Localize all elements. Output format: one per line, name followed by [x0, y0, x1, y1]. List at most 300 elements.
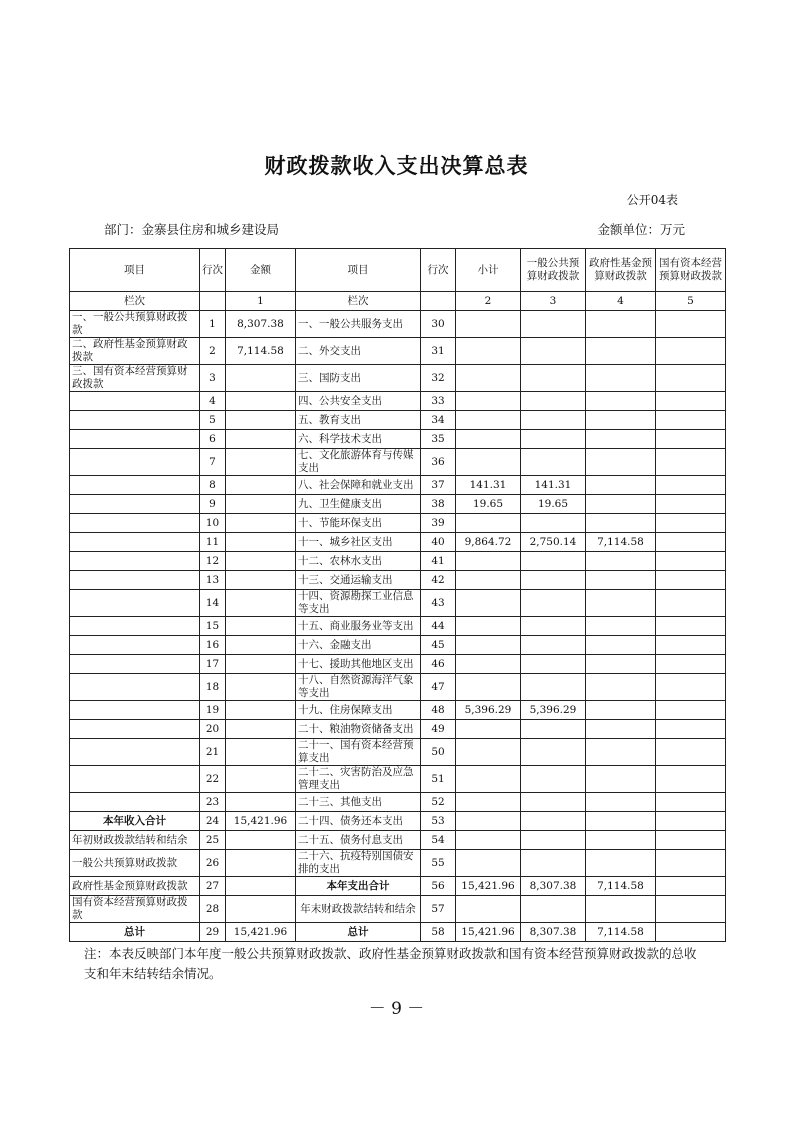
right-row-no-cell: 50 [421, 739, 456, 766]
fund-budget-cell [586, 655, 656, 674]
subtotal-cell [456, 449, 521, 476]
general-budget-cell [521, 850, 586, 877]
right-item-cell: 十九、住房保障支出 [296, 701, 421, 720]
table-row [70, 476, 726, 495]
left-item-cell [70, 720, 200, 739]
state-capital-cell [656, 392, 726, 411]
general-budget-cell [521, 812, 586, 831]
left-item-cell [70, 430, 200, 449]
left-row-no-cell: 15 [200, 617, 226, 636]
general-budget-cell [521, 430, 586, 449]
right-item-cell: 二、外交支出 [296, 338, 421, 365]
general-budget-cell [521, 449, 586, 476]
amount-cell [226, 571, 296, 590]
table-row [70, 655, 726, 674]
left-item-cell [70, 411, 200, 430]
subtotal-cell [456, 311, 521, 338]
header-state-capital-budget: 国有资本经营预算财政拨款 [656, 249, 726, 292]
amount-cell [226, 476, 296, 495]
amount-cell [226, 430, 296, 449]
left-row-no-cell: 7 [200, 449, 226, 476]
subtotal-cell [456, 636, 521, 655]
subtotal-cell [456, 392, 521, 411]
left-item-cell [70, 655, 200, 674]
left-item-cell [70, 739, 200, 766]
left-item-cell: 国有资本经营预算财政拨款 [70, 896, 200, 923]
general-budget-cell [521, 655, 586, 674]
amount-cell [226, 514, 296, 533]
fund-budget-cell [586, 495, 656, 514]
right-item-cell: 十一、城乡社区支出 [296, 533, 421, 552]
left-row-no-cell: 4 [200, 392, 226, 411]
header-subtotal: 小计 [456, 249, 521, 292]
amount-cell [226, 655, 296, 674]
general-budget-cell [521, 831, 586, 850]
fund-budget-cell [586, 720, 656, 739]
table-row [70, 720, 726, 739]
right-row-no-cell: 51 [421, 766, 456, 793]
general-budget-cell [521, 739, 586, 766]
general-budget-cell [521, 365, 586, 392]
general-budget-cell [521, 896, 586, 923]
right-item-cell: 本年支出合计 [296, 877, 421, 896]
left-item-cell: 政府性基金预算财政拨款 [70, 877, 200, 896]
left-row-no-cell: 3 [200, 365, 226, 392]
right-item-cell: 六、科学技术支出 [296, 430, 421, 449]
header-fund-budget: 政府性基金预算财政拨款 [586, 249, 656, 292]
fund-budget-cell [586, 338, 656, 365]
header-general-budget: 一般公共预算财政拨款 [521, 249, 586, 292]
left-row-no-cell: 12 [200, 552, 226, 571]
amount-cell [226, 533, 296, 552]
right-row-no-cell: 33 [421, 392, 456, 411]
state-capital-cell [656, 571, 726, 590]
right-row-no-cell: 57 [421, 896, 456, 923]
state-capital-cell [656, 590, 726, 617]
left-item-cell [70, 476, 200, 495]
amount-cell [226, 617, 296, 636]
table-row [70, 617, 726, 636]
right-item-cell: 十七、援助其他地区支出 [296, 655, 421, 674]
subtotal-cell [456, 617, 521, 636]
fund-budget-cell [586, 617, 656, 636]
empty-cell [421, 292, 456, 311]
subtotal-cell [456, 831, 521, 850]
state-capital-cell [656, 739, 726, 766]
fund-budget-cell: 7,114.58 [586, 877, 656, 896]
state-capital-cell [656, 495, 726, 514]
state-capital-cell [656, 411, 726, 430]
subtotal-cell [456, 739, 521, 766]
column-number: 4 [586, 292, 656, 311]
table-row [70, 533, 726, 552]
right-row-no-cell: 36 [421, 449, 456, 476]
right-row-no-cell: 56 [421, 877, 456, 896]
right-row-no-cell: 30 [421, 311, 456, 338]
left-item-cell [70, 392, 200, 411]
right-item-cell: 十、节能环保支出 [296, 514, 421, 533]
subtotal-cell: 9,864.72 [456, 533, 521, 552]
fund-budget-cell [586, 365, 656, 392]
left-item-cell [70, 636, 200, 655]
table-row [70, 392, 726, 411]
state-capital-cell [656, 430, 726, 449]
subtotal-cell [456, 338, 521, 365]
amount-cell: 7,114.58 [226, 338, 296, 365]
state-capital-cell [656, 514, 726, 533]
right-item-cell: 十二、农林水支出 [296, 552, 421, 571]
right-item-cell: 二十三、其他支出 [296, 793, 421, 812]
table-row [70, 495, 726, 514]
header-row [70, 249, 726, 292]
state-capital-cell [656, 877, 726, 896]
table-row [70, 571, 726, 590]
table-row [70, 590, 726, 617]
left-row-no-cell: 18 [200, 674, 226, 701]
left-item-cell [70, 571, 200, 590]
table-row [70, 701, 726, 720]
subtotal-cell [456, 674, 521, 701]
table-row [70, 831, 726, 850]
left-row-no-cell: 17 [200, 655, 226, 674]
amount-unit-label: 金额单位：万元 [597, 222, 685, 237]
fund-budget-cell: 7,114.58 [586, 533, 656, 552]
fund-budget-cell [586, 476, 656, 495]
right-item-cell: 十六、金融支出 [296, 636, 421, 655]
general-budget-cell [521, 793, 586, 812]
amount-cell [226, 896, 296, 923]
left-item-cell: 二、政府性基金预算财政拨款 [70, 338, 200, 365]
state-capital-cell [656, 338, 726, 365]
table-row [70, 430, 726, 449]
fund-budget-cell [586, 392, 656, 411]
subtotal-cell [456, 430, 521, 449]
amount-cell [226, 720, 296, 739]
right-item-cell: 二十一、国有资本经营预算支出 [296, 739, 421, 766]
amount-cell [226, 877, 296, 896]
subtotal-cell [456, 850, 521, 877]
left-item-cell [70, 701, 200, 720]
table-row [70, 311, 726, 338]
state-capital-cell [656, 923, 726, 942]
general-budget-cell [521, 766, 586, 793]
left-item-cell [70, 793, 200, 812]
right-row-no-cell: 47 [421, 674, 456, 701]
amount-cell [226, 495, 296, 514]
general-budget-cell [521, 338, 586, 365]
state-capital-cell [656, 812, 726, 831]
state-capital-cell [656, 311, 726, 338]
left-row-no-cell: 10 [200, 514, 226, 533]
amount-cell [226, 636, 296, 655]
table-row [70, 923, 726, 942]
state-capital-cell [656, 617, 726, 636]
general-budget-cell: 5,396.29 [521, 701, 586, 720]
subtotal-cell [456, 411, 521, 430]
page-title: 财政拨款收入支出决算总表 [264, 153, 529, 178]
header-item: 项目 [70, 249, 200, 292]
subtotal-cell [456, 365, 521, 392]
left-item-cell [70, 552, 200, 571]
state-capital-cell [656, 766, 726, 793]
column-number-row [70, 292, 726, 311]
fund-budget-cell [586, 896, 656, 923]
left-item-cell [70, 590, 200, 617]
subtotal-cell: 141.31 [456, 476, 521, 495]
general-budget-cell [521, 617, 586, 636]
table-note: 注：本表反映部门本年度一般公共预算财政拨款、政府性基金预算财政拨款和国有资本经营预算财政拨款的总收支和年末结转结余情况。 [84, 946, 697, 981]
column-number: 1 [226, 292, 296, 311]
subtotal-cell: 15,421.96 [456, 877, 521, 896]
left-row-no-cell: 1 [200, 311, 226, 338]
right-item-cell: 十八、自然资源海洋气象等支出 [296, 674, 421, 701]
right-row-no-cell: 58 [421, 923, 456, 942]
left-item-cell [70, 449, 200, 476]
left-row-no-cell: 25 [200, 831, 226, 850]
table-row [70, 411, 726, 430]
general-budget-cell [521, 552, 586, 571]
right-row-no-cell: 55 [421, 850, 456, 877]
left-item-cell [70, 495, 200, 514]
column-number: 5 [656, 292, 726, 311]
left-item-cell [70, 766, 200, 793]
amount-cell [226, 411, 296, 430]
fund-budget-cell [586, 430, 656, 449]
subtotal-cell [456, 896, 521, 923]
fund-budget-cell [586, 411, 656, 430]
general-budget-cell: 141.31 [521, 476, 586, 495]
state-capital-cell [656, 896, 726, 923]
right-item-cell: 二十、粮油物资储备支出 [296, 720, 421, 739]
state-capital-cell [656, 449, 726, 476]
right-row-no-cell: 54 [421, 831, 456, 850]
left-item-cell: 年初财政拨款结转和结余 [70, 831, 200, 850]
amount-cell [226, 831, 296, 850]
right-row-no-cell: 39 [421, 514, 456, 533]
left-row-no-cell: 14 [200, 590, 226, 617]
column-number: 2 [456, 292, 521, 311]
right-item-cell: 十五、商业服务业等支出 [296, 617, 421, 636]
left-row-no-cell: 16 [200, 636, 226, 655]
state-capital-cell [656, 476, 726, 495]
left-row-no-cell: 6 [200, 430, 226, 449]
subtotal-cell [456, 793, 521, 812]
table-row [70, 338, 726, 365]
amount-cell: 8,307.38 [226, 311, 296, 338]
subtotal-cell [456, 571, 521, 590]
amount-cell [226, 850, 296, 877]
fund-budget-cell: 7,114.58 [586, 923, 656, 942]
amount-cell [226, 590, 296, 617]
table-row [70, 552, 726, 571]
state-capital-cell [656, 850, 726, 877]
fund-budget-cell [586, 514, 656, 533]
left-item-cell [70, 514, 200, 533]
right-item-cell: 九、卫生健康支出 [296, 495, 421, 514]
empty-cell [200, 292, 226, 311]
left-row-no-cell: 27 [200, 877, 226, 896]
right-item-cell: 三、国防支出 [296, 365, 421, 392]
fund-budget-cell [586, 311, 656, 338]
state-capital-cell [656, 793, 726, 812]
table-row [70, 850, 726, 877]
state-capital-cell [656, 701, 726, 720]
right-row-no-cell: 49 [421, 720, 456, 739]
right-row-no-cell: 37 [421, 476, 456, 495]
left-row-no-cell: 2 [200, 338, 226, 365]
right-row-no-cell: 38 [421, 495, 456, 514]
subtotal-cell: 19.65 [456, 495, 521, 514]
left-row-no-cell: 29 [200, 923, 226, 942]
left-item-cell [70, 533, 200, 552]
state-capital-cell [656, 533, 726, 552]
page-number: － 9 － [368, 999, 425, 1019]
table-row [70, 449, 726, 476]
subtotal-cell [456, 812, 521, 831]
general-budget-cell [521, 392, 586, 411]
right-row-no-cell: 48 [421, 701, 456, 720]
fund-budget-cell [586, 831, 656, 850]
state-capital-cell [656, 552, 726, 571]
state-capital-cell [656, 674, 726, 701]
fund-budget-cell [586, 636, 656, 655]
right-item-cell: 总计 [296, 923, 421, 942]
general-budget-cell [521, 720, 586, 739]
fund-budget-cell [586, 739, 656, 766]
department-label: 部门：金寨县住房和城乡建设局 [104, 222, 280, 237]
subtotal-cell: 15,421.96 [456, 923, 521, 942]
general-budget-cell [521, 636, 586, 655]
right-item-cell: 十四、资源勘探工业信息等支出 [296, 590, 421, 617]
right-item-cell: 十三、交通运输支出 [296, 571, 421, 590]
left-row-no-cell: 11 [200, 533, 226, 552]
left-row-no-cell: 20 [200, 720, 226, 739]
fund-budget-cell [586, 552, 656, 571]
left-row-no-cell: 26 [200, 850, 226, 877]
general-budget-cell: 2,750.14 [521, 533, 586, 552]
left-item-cell: 一、一般公共预算财政拨款 [70, 311, 200, 338]
amount-cell: 15,421.96 [226, 812, 296, 831]
amount-cell [226, 766, 296, 793]
state-capital-cell [656, 655, 726, 674]
left-row-no-cell: 28 [200, 896, 226, 923]
left-row-no-cell: 5 [200, 411, 226, 430]
right-row-no-cell: 45 [421, 636, 456, 655]
fund-budget-cell [586, 793, 656, 812]
column-label: 栏次 [296, 292, 421, 311]
state-capital-cell [656, 365, 726, 392]
amount-cell [226, 449, 296, 476]
subtotal-cell [456, 552, 521, 571]
subtotal-cell [456, 514, 521, 533]
left-row-no-cell: 21 [200, 739, 226, 766]
right-item-cell: 五、教育支出 [296, 411, 421, 430]
left-item-cell [70, 617, 200, 636]
right-row-no-cell: 31 [421, 338, 456, 365]
form-code: 公开04表 [626, 193, 678, 207]
right-row-no-cell: 42 [421, 571, 456, 590]
right-row-no-cell: 34 [421, 411, 456, 430]
right-item-cell: 四、公共安全支出 [296, 392, 421, 411]
column-number: 3 [521, 292, 586, 311]
left-row-no-cell: 13 [200, 571, 226, 590]
table-row [70, 877, 726, 896]
fund-budget-cell [586, 449, 656, 476]
left-item-cell: 总计 [70, 923, 200, 942]
header-row-no: 行次 [200, 249, 226, 292]
general-budget-cell: 8,307.38 [521, 877, 586, 896]
header-item-2: 项目 [296, 249, 421, 292]
general-budget-cell [521, 590, 586, 617]
left-row-no-cell: 19 [200, 701, 226, 720]
table-row [70, 793, 726, 812]
fund-budget-cell [586, 590, 656, 617]
right-row-no-cell: 46 [421, 655, 456, 674]
general-budget-cell [521, 411, 586, 430]
left-row-no-cell: 23 [200, 793, 226, 812]
left-row-no-cell: 24 [200, 812, 226, 831]
column-label: 栏次 [70, 292, 200, 311]
amount-cell [226, 739, 296, 766]
table-row [70, 739, 726, 766]
state-capital-cell [656, 720, 726, 739]
general-budget-cell [521, 674, 586, 701]
subtotal-cell [456, 720, 521, 739]
general-budget-cell [521, 571, 586, 590]
left-row-no-cell: 9 [200, 495, 226, 514]
table-row [70, 674, 726, 701]
budget-summary-table [69, 248, 726, 942]
table-row [70, 896, 726, 923]
fund-budget-cell [586, 766, 656, 793]
right-row-no-cell: 53 [421, 812, 456, 831]
right-row-no-cell: 43 [421, 590, 456, 617]
subtotal-cell: 5,396.29 [456, 701, 521, 720]
header-row-no-2: 行次 [421, 249, 456, 292]
right-item-cell: 八、社会保障和就业支出 [296, 476, 421, 495]
amount-cell [226, 674, 296, 701]
table-row [70, 514, 726, 533]
right-row-no-cell: 40 [421, 533, 456, 552]
general-budget-cell: 19.65 [521, 495, 586, 514]
right-item-cell: 年末财政拨款结转和结余 [296, 896, 421, 923]
right-item-cell: 二十六、抗疫特别国债安排的支出 [296, 850, 421, 877]
fund-budget-cell [586, 701, 656, 720]
subtotal-cell [456, 655, 521, 674]
general-budget-cell [521, 514, 586, 533]
right-row-no-cell: 52 [421, 793, 456, 812]
table-row [70, 766, 726, 793]
table-row [70, 365, 726, 392]
amount-cell [226, 552, 296, 571]
amount-cell [226, 701, 296, 720]
table-row [70, 636, 726, 655]
left-item-cell: 一般公共预算财政拨款 [70, 850, 200, 877]
fund-budget-cell [586, 674, 656, 701]
right-item-cell: 二十二、灾害防治及应急管理支出 [296, 766, 421, 793]
right-item-cell: 二十五、债务付息支出 [296, 831, 421, 850]
subtotal-cell [456, 590, 521, 617]
subtotal-cell [456, 766, 521, 793]
amount-cell [226, 365, 296, 392]
state-capital-cell [656, 636, 726, 655]
fund-budget-cell [586, 571, 656, 590]
table-row [70, 812, 726, 831]
general-budget-cell [521, 311, 586, 338]
right-row-no-cell: 41 [421, 552, 456, 571]
left-item-cell: 本年收入合计 [70, 812, 200, 831]
right-item-cell: 二十四、债务还本支出 [296, 812, 421, 831]
